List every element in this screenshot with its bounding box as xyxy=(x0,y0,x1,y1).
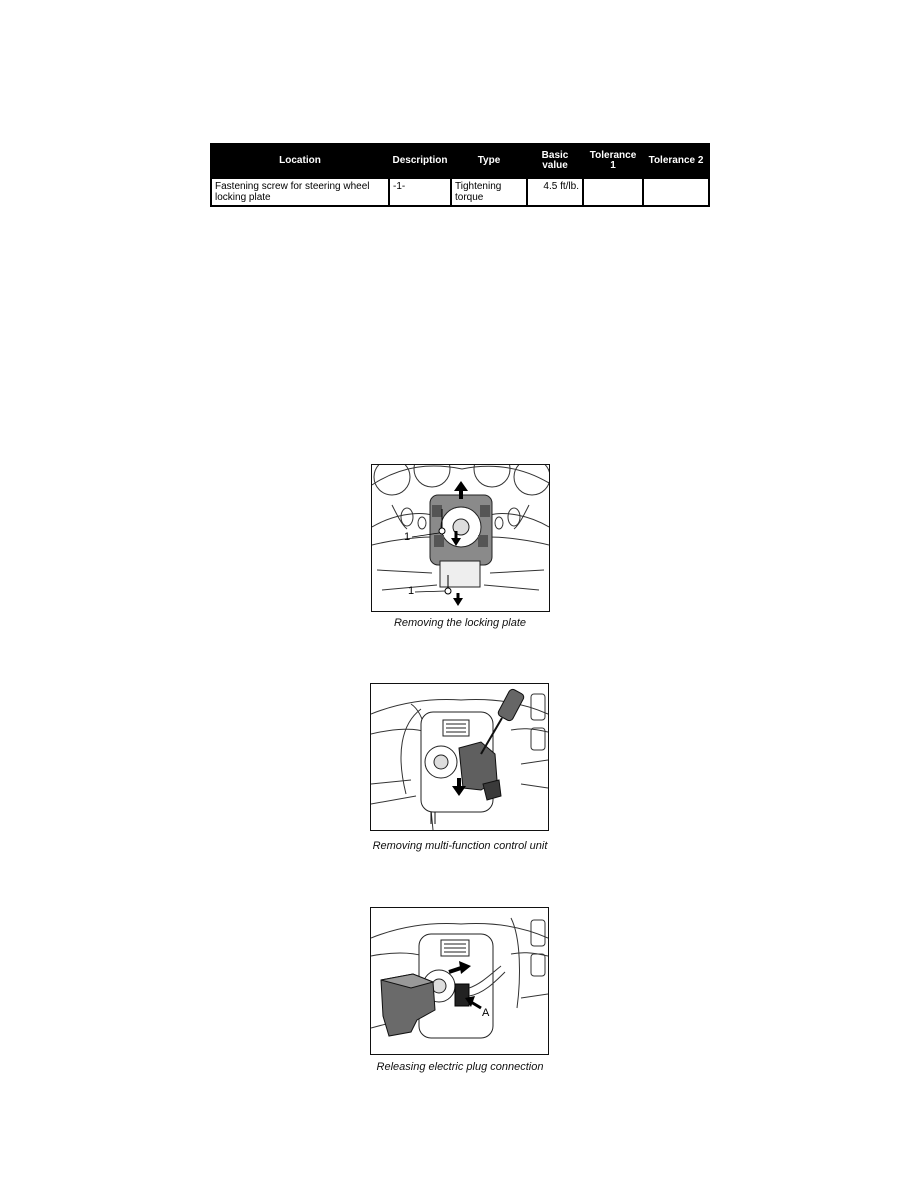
callout-label-a: A xyxy=(482,1007,490,1019)
caption-plug-connection: Releasing electric plug connection xyxy=(376,1061,544,1073)
cell-basic-value: 4.5 ft/lb. xyxy=(527,178,583,206)
locking-plate-illustration xyxy=(372,465,549,611)
header-type: Type xyxy=(451,144,527,178)
callout-label-1: 1 xyxy=(408,585,415,597)
caption-locking-plate: Removing the locking plate xyxy=(393,617,527,629)
callout-label-1: 1 xyxy=(404,531,411,543)
table-header-row xyxy=(211,144,709,178)
cell-type: Tightening torque xyxy=(451,178,527,206)
figure-locking-plate xyxy=(371,464,550,612)
header-tolerance-1: Tolerance 1 xyxy=(583,144,643,178)
header-location: Location xyxy=(211,144,389,178)
cell-location: Fastening screw for steering wheel locking plate xyxy=(211,178,389,206)
caption-multifunction-unit: Removing multi-function control unit xyxy=(372,840,548,852)
header-basic-value: Basic value xyxy=(527,144,583,178)
cell-description: -1- xyxy=(389,178,451,206)
header-tolerance-2: Tolerance 2 xyxy=(643,144,709,178)
cell-tolerance-1 xyxy=(583,178,643,206)
figure-plug-connection xyxy=(370,907,549,1055)
header-description: Description xyxy=(389,144,451,178)
plug-connection-illustration xyxy=(371,908,548,1054)
table-row xyxy=(211,178,709,206)
figure-multifunction-unit xyxy=(370,683,549,831)
multifunction-unit-illustration xyxy=(371,684,548,830)
torque-spec-table xyxy=(210,143,710,207)
cell-tolerance-2 xyxy=(643,178,709,206)
